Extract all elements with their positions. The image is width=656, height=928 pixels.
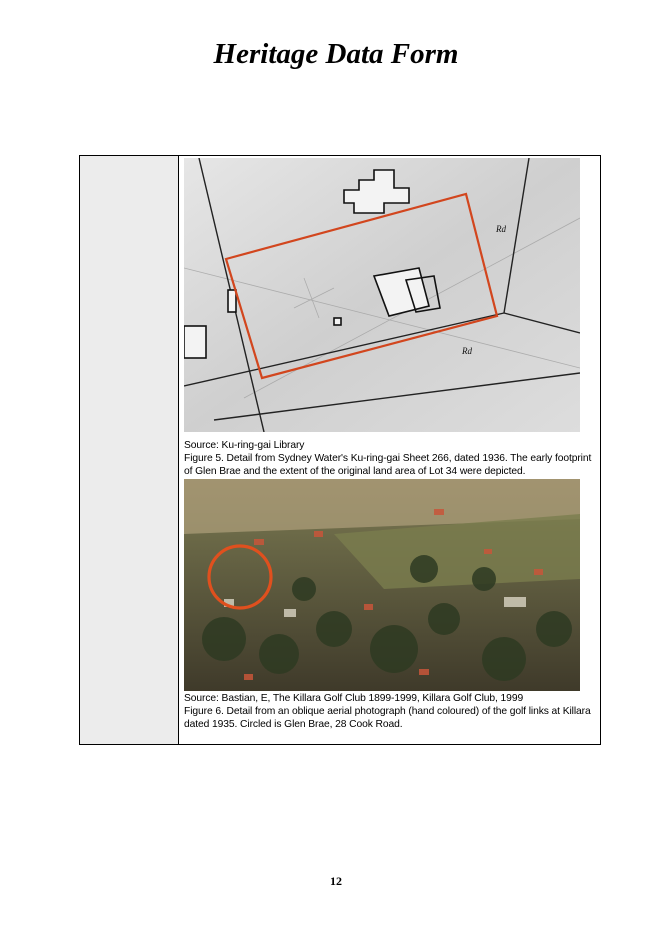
heritage-form-table	[79, 155, 601, 745]
map-road-label: Rd	[462, 346, 472, 356]
figure-6-caption	[184, 692, 596, 732]
label-column	[80, 156, 179, 744]
figure-5-caption-line: of Glen Brae and the extent of the original land area of Lot 34 were depicted.	[184, 466, 526, 478]
figure-5-caption-line: Figure 5. Detail from Sydney Water's Ku-ring-gai Sheet 266, dated 1936. The early footprint	[184, 453, 592, 465]
aerial-photo-image	[184, 479, 580, 691]
page-title: Heritage Data Form	[213, 38, 459, 70]
survey-map-image	[184, 158, 580, 432]
content-column	[180, 156, 600, 744]
figure-6-caption-line: dated 1935. Circled is Glen Brae, 28 Cook Road.	[184, 719, 403, 731]
figure-5-source: Source: Ku-ring-gai Library	[184, 440, 305, 451]
figure-5-caption	[184, 439, 596, 479]
page-number: 12	[330, 874, 342, 888]
figure-6-source: Source: Bastian, E, The Killara Golf Club 1899-1999, Killara Golf Club, 1999	[184, 693, 524, 704]
figure-6-caption-line: Figure 6. Detail from an oblique aerial photograph (hand coloured) of the golf links at Killara	[184, 706, 591, 718]
map-road-label: Rd	[496, 224, 506, 234]
